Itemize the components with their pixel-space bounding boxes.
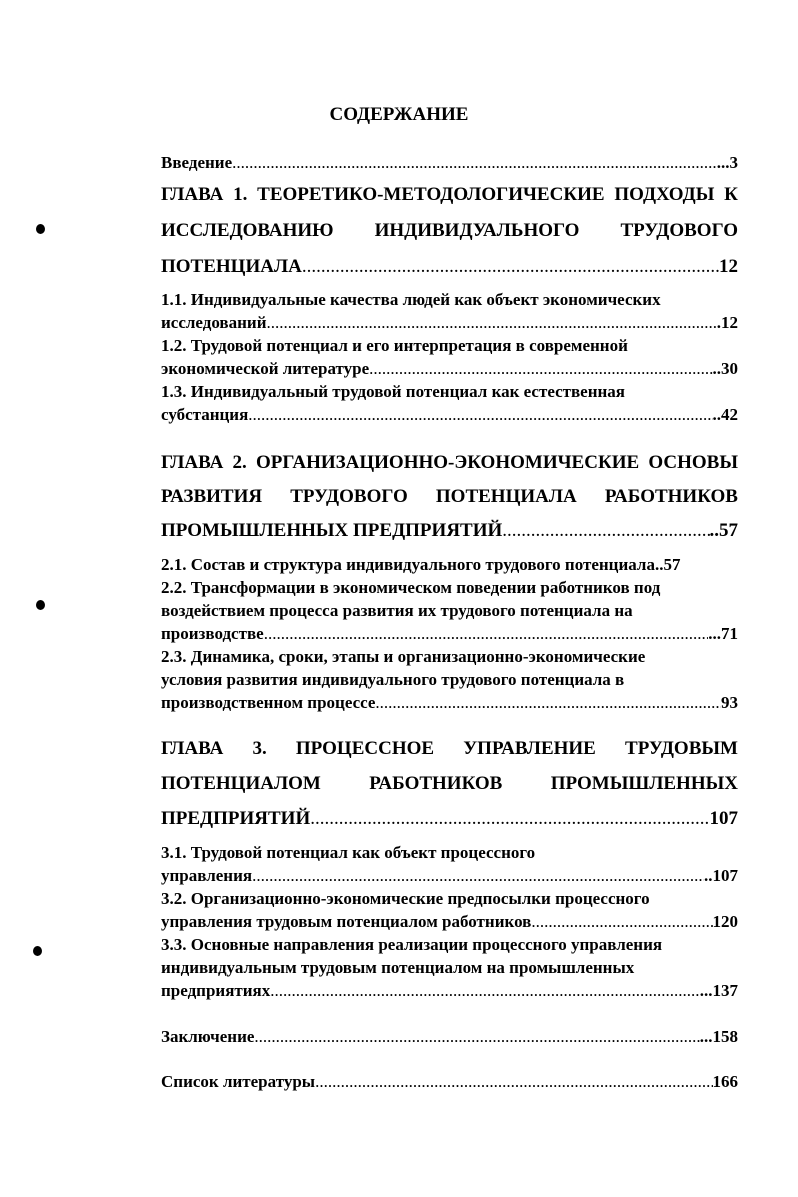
toc-page: 166 — [712, 1072, 738, 1091]
leader-dots — [310, 806, 709, 832]
chapter-3-heading-line-2[interactable] — [161, 771, 738, 797]
bullet-mark — [33, 946, 42, 956]
section-1-2-line-2[interactable] — [161, 357, 738, 380]
word: ТРУДОВОГО — [620, 220, 738, 241]
section-1-3-line-1[interactable]: 1.3. Индивидуальный трудовой потенциал как естественная — [161, 382, 625, 401]
word: ИССЛЕДОВАНИЮ — [161, 220, 334, 241]
word: ПОДХОДЫ — [614, 184, 715, 205]
section-2-3-line-3[interactable] — [161, 691, 738, 714]
section-1-1-line-1[interactable]: 1.1. Индивидуальные качества людей как объект экономических — [161, 290, 661, 309]
word: ОСНОВЫ — [648, 452, 738, 473]
toc-page: ...158 — [699, 1027, 738, 1046]
toc-label: субстанция — [161, 405, 249, 424]
section-3-3-line-2[interactable]: индивидуальным трудовым потенциалом на промышленных — [161, 958, 635, 977]
toc-label: управления трудовым потенциалом работников — [161, 912, 532, 931]
section-1-1-line-2[interactable] — [161, 311, 738, 334]
section-2-3-line-2[interactable]: условия развития индивидуального трудового потенциала в — [161, 670, 625, 689]
section-3-2-line-1[interactable]: 3.2. Организационно-экономические предпосылки процессного — [161, 889, 650, 908]
word: ГЛАВА — [161, 184, 224, 205]
leader-dots — [502, 518, 709, 544]
word: 2. — [232, 452, 247, 473]
page-title: СОДЕРЖАНИЕ — [329, 104, 469, 125]
chapter-2-heading-line-3[interactable] — [161, 518, 738, 544]
word: УПРАВЛЕНИЕ — [463, 738, 596, 759]
word: ИНДИВИДУАЛЬНОГО — [374, 220, 580, 241]
section-3-3-line-1[interactable]: 3.3. Основные направления реализации процессного управления — [161, 935, 663, 954]
toc-entry-references[interactable] — [161, 1070, 738, 1093]
toc-page: ..42 — [712, 405, 738, 424]
toc-label: производстве — [161, 624, 264, 643]
chapter-1-heading-line-3[interactable] — [161, 254, 738, 280]
section-2-2-line-2[interactable]: воздействием процесса развития их трудового потенциала на — [161, 601, 633, 620]
word: ГЛАВА — [161, 452, 224, 473]
section-2-2-line-3[interactable] — [161, 622, 738, 645]
toc-label: исследований — [161, 313, 267, 332]
section-2-1-line-1[interactable]: 2.1. Состав и структура индивидуального трудового потенциала..57 — [161, 555, 681, 574]
word: ПОТЕНЦИАЛОМ — [161, 773, 321, 794]
toc-label: ПРОМЫШЛЕННЫХ ПРЕДПРИЯТИЙ — [161, 520, 503, 541]
toc-label: экономической литературе — [161, 359, 370, 378]
toc-entry-conclusion[interactable] — [161, 1025, 738, 1048]
toc-page: ...71 — [708, 624, 738, 643]
toc-label: предприятиях — [161, 981, 271, 1000]
word: К — [724, 184, 738, 205]
word: 3. — [252, 738, 267, 759]
word: ОРГАНИЗАЦИОННО-ЭКОНОМИЧЕСКИЕ — [255, 452, 640, 473]
leader-dots — [232, 151, 717, 174]
chapter-3-heading-line-1[interactable] — [161, 736, 738, 762]
toc-label: производственном процессе — [161, 693, 376, 712]
leader-dots — [315, 1070, 712, 1093]
leader-dots — [264, 622, 709, 645]
bullet-mark — [36, 224, 45, 234]
leader-dots — [267, 311, 717, 334]
toc-page: ...3 — [716, 153, 738, 172]
toc-label: Заключение — [161, 1027, 255, 1046]
word: РАЗВИТИЯ — [161, 486, 263, 507]
word: ПРОЦЕССНОЕ — [295, 738, 435, 759]
bullet-mark — [36, 600, 45, 610]
toc-page: 12 — [719, 256, 738, 277]
chapter-1-heading-line-2[interactable] — [161, 218, 738, 244]
section-3-1-line-2[interactable] — [161, 864, 738, 887]
leader-dots — [254, 1025, 699, 1048]
toc-page: ..107 — [704, 866, 738, 885]
section-2-3-line-1[interactable]: 2.3. Динамика, сроки, этапы и организационно-экономические — [161, 647, 646, 666]
leader-dots — [375, 691, 721, 714]
section-2-2-line-1[interactable]: 2.2. Трансформации в экономическом поведении работников под — [161, 578, 661, 597]
word: ГЛАВА — [161, 738, 224, 759]
toc-entry-intro[interactable] — [161, 151, 738, 174]
toc-label: управления — [161, 866, 253, 885]
section-1-2-line-1[interactable]: 1.2. Трудовой потенциал и его интерпретация в современной — [161, 336, 628, 355]
toc-label: ПРЕДПРИЯТИЙ — [161, 808, 311, 829]
chapter-2-heading-line-2[interactable] — [161, 484, 738, 510]
chapter-2-heading-line-1[interactable] — [161, 450, 738, 476]
toc-page: .12 — [716, 313, 738, 332]
word: РАБОТНИКОВ — [369, 773, 503, 794]
section-3-1-line-1[interactable]: 3.1. Трудовой потенциал как объект процессного — [161, 843, 536, 862]
toc-label: ПОТЕНЦИАЛА — [161, 256, 302, 277]
word: ТРУДОВОГО — [290, 486, 408, 507]
leader-dots — [531, 910, 712, 933]
toc-page: ..30 — [712, 359, 738, 378]
word: ПОТЕНЦИАЛА — [435, 486, 577, 507]
word: ТЕОРЕТИКО-МЕТОДОЛОГИЧЕСКИЕ — [257, 184, 605, 205]
chapter-3-heading-line-3[interactable] — [161, 806, 738, 832]
leader-dots — [248, 403, 712, 426]
toc-page: 120 — [712, 912, 738, 931]
chapter-1-heading-line-1[interactable] — [161, 182, 738, 208]
word: РАБОТНИКОВ — [604, 486, 738, 507]
toc-page: ...137 — [699, 981, 738, 1000]
toc-page: 93 — [721, 693, 738, 712]
leader-dots — [302, 254, 719, 280]
section-3-2-line-2[interactable] — [161, 910, 738, 933]
word: ТРУДОВЫМ — [625, 738, 738, 759]
leader-dots — [369, 357, 712, 380]
toc-page: ..57 — [709, 520, 738, 541]
leader-dots — [252, 864, 704, 887]
word: 1. — [233, 184, 248, 205]
section-1-3-line-2[interactable] — [161, 403, 738, 426]
toc-label: Список литературы — [161, 1072, 316, 1091]
word: ПРОМЫШЛЕННЫХ — [550, 773, 738, 794]
section-3-3-line-3[interactable] — [161, 979, 738, 1002]
toc-label: Введение — [161, 153, 233, 172]
leader-dots — [270, 979, 699, 1002]
toc-page: 107 — [709, 808, 738, 829]
